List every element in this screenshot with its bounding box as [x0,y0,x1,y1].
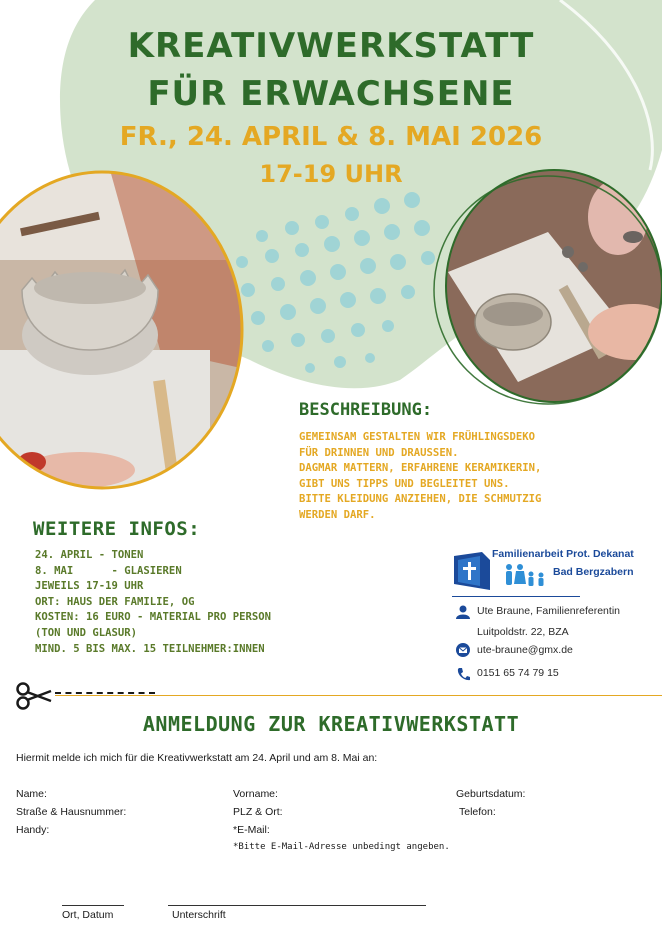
contact-phone[interactable]: 0151 65 74 79 15 [477,667,559,679]
contact-address: Luitpoldstr. 22, BZA [477,626,569,638]
info-line: KOSTEN: 16 EURO - MATERIAL PRO PERSON [35,611,271,624]
event-time: 17-19 UHR [259,160,403,188]
person-icon [456,604,470,623]
scissors-icon [15,682,53,714]
signature-line [168,905,426,906]
label-email: *E-Mail: [233,824,270,836]
label-plz-ort: PLZ & Ort: [233,806,283,818]
label-unterschrift: Unterschrift [172,909,226,921]
infos-text [35,548,335,657]
info-line: JEWEILS 17-19 UHR [35,580,144,593]
description-line: GIBT UNS TIPPS UND BEGLEITET UNS. [299,477,510,490]
label-geburtsdatum: Geburtsdatum: [456,788,526,800]
label-telefon: Telefon: [459,806,496,818]
label-vorname: Vorname: [233,788,278,800]
cut-line [55,695,662,696]
info-line: 8. MAI - GLASIEREN [35,564,182,577]
org-name-line-2: Bad Bergzabern [553,566,634,578]
description-line: GEMEINSAM GESTALTEN WIR FRÜHLINGSDEKO [299,431,535,443]
contact-person: Ute Braune, Familienreferentin [477,605,620,617]
org-logo [452,550,492,596]
info-line: 24. APRIL - TONEN [35,549,144,561]
right-photo [428,162,662,414]
label-strasse: Straße & Hausnummer: [16,806,127,818]
description-line: BITTE KLEIDUNG ANZIEHEN, DIE SCHMUTZIG [299,493,542,506]
info-line: ORT: HAUS DER FAMILIE, OG [35,595,195,608]
email-icon [456,642,470,661]
left-photo [0,170,250,490]
contact-email[interactable]: ute-braune@gmx.de [477,644,573,656]
label-name: Name: [16,788,47,800]
event-dates: FR., 24. APRIL & 8. MAI 2026 [119,122,543,152]
label-handy: Handy: [16,824,50,836]
cut-line-dashes [55,692,155,694]
description-heading: BESCHREIBUNG: [299,400,433,420]
form-title: ANMELDUNG ZUR KREATIVWERKSTATT [142,712,520,736]
description-line: WERDEN DARF. [299,508,376,521]
org-divider [452,596,580,597]
info-line: (TON UND GLASUR) [35,626,138,639]
title-line-2: FÜR ERWACHSENE [147,74,515,114]
phone-icon [456,666,470,685]
description-line: FÜR DRINNEN UND DRAUSSEN. [299,446,459,459]
title-line-1: KREATIVWERKSTATT [127,26,535,66]
description-text [299,430,639,524]
infos-heading: WEITERE INFOS: [33,518,201,540]
info-line: MIND. 5 BIS MAX. 15 TEILNEHMER:INNEN [35,642,265,655]
label-ort-datum: Ort, Datum [62,909,114,921]
date-signature-line [62,905,124,906]
org-name-line-1: Familienarbeit Prot. Dekanat [492,548,634,560]
email-note: *Bitte E-Mail-Adresse unbedingt angeben. [233,842,450,852]
form-intro: Hiermit melde ich mich für die Kreativwerkstatt am 24. April und am 8. Mai an: [16,752,378,764]
description-line: DAGMAR MATTERN, ERFAHRENE KERAMIKERIN, [299,462,542,475]
family-icon [500,562,550,596]
